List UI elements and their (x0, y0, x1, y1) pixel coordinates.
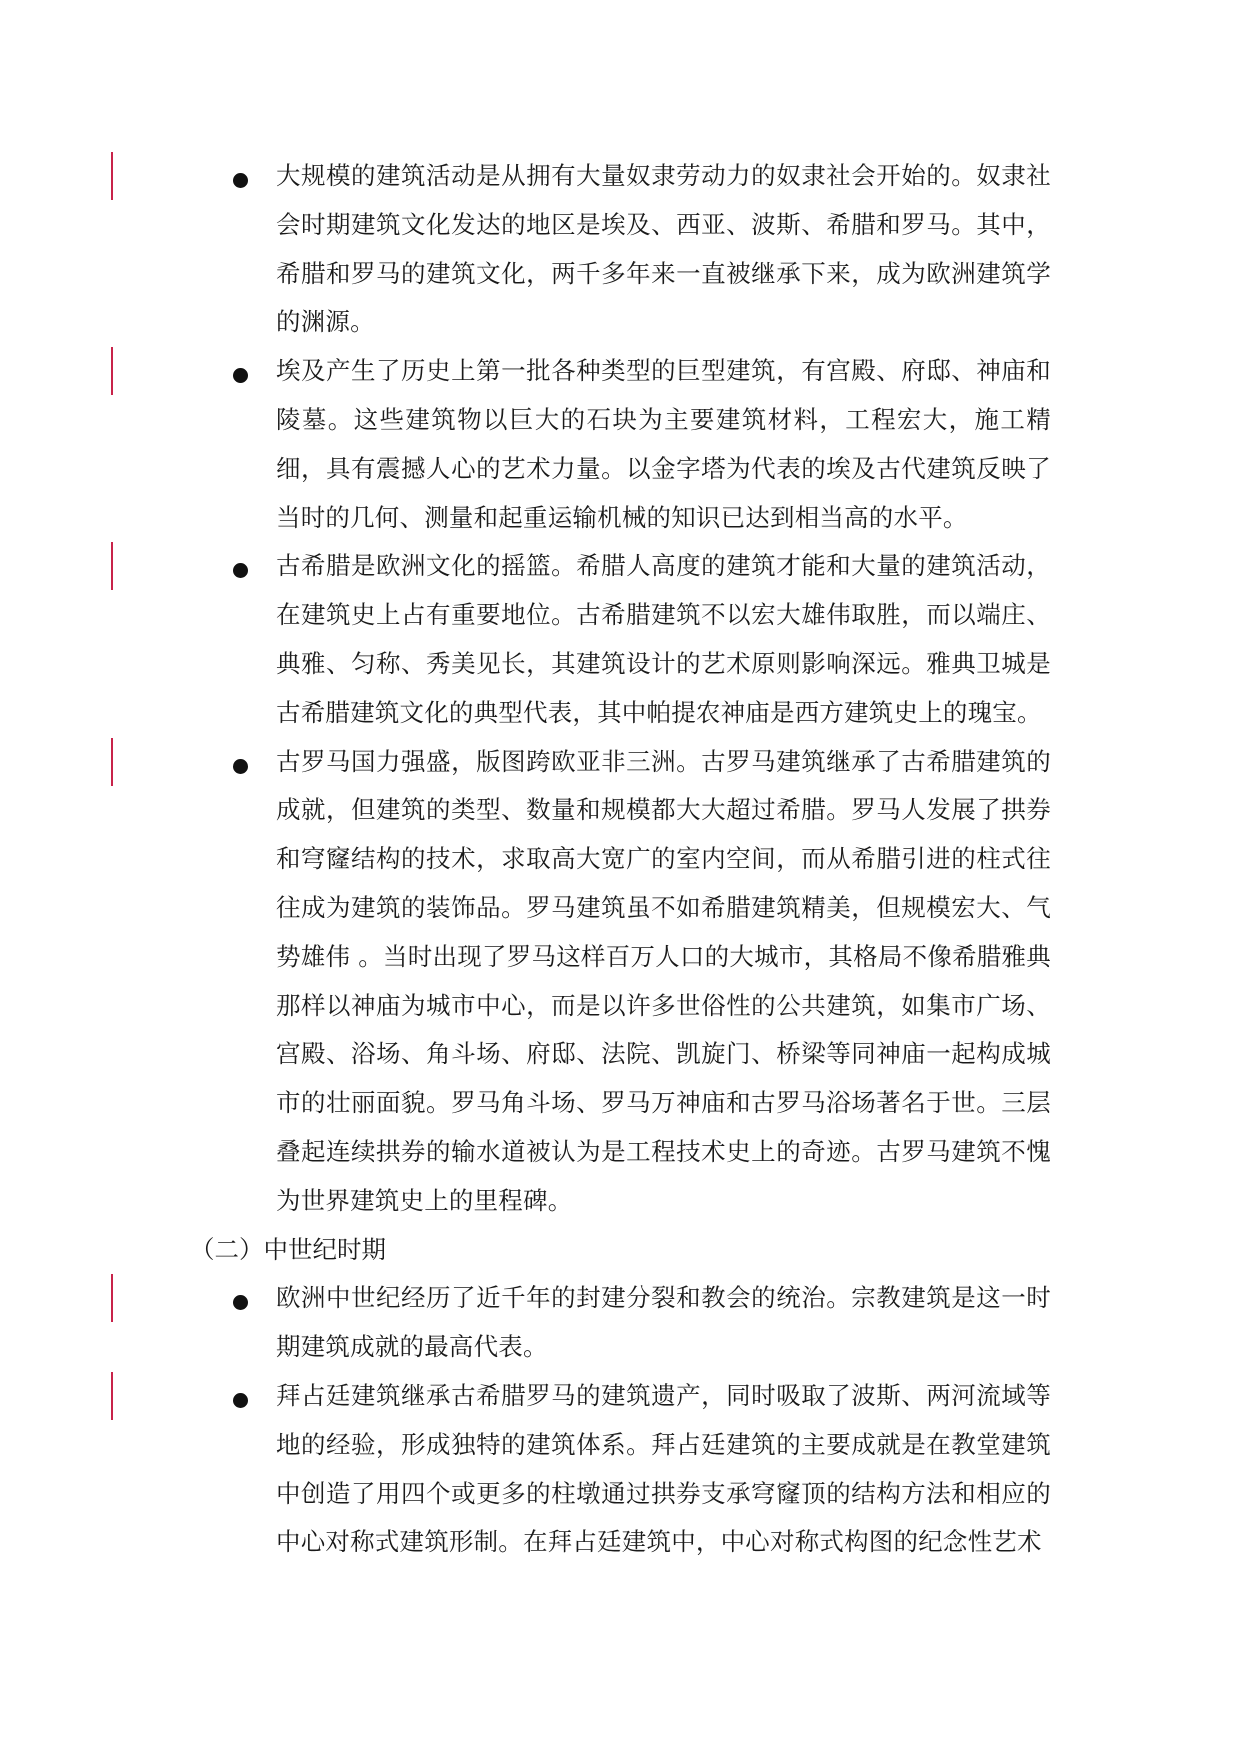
list-item-text: 大规模的建筑活动是从拥有大量奴隶劳动力的奴隶社会开始的。奴隶社会时期建筑文化发达的地区是埃及、西亚、波斯、希腊和罗马。其中，希腊和罗马的建筑文化，两千多年来一直被继承下来，成为欧洲建筑学的渊源。 (276, 161, 1051, 337)
bullet-icon (233, 759, 248, 774)
revision-bar (111, 152, 113, 200)
revision-bar (111, 1274, 113, 1322)
list-item-byzantine (276, 1372, 1051, 1567)
section-heading-middle-ages: （二）中世纪时期 (190, 1234, 386, 1264)
revision-bar (111, 347, 113, 395)
bullet-icon (233, 1393, 248, 1408)
list-item-egypt (276, 347, 1051, 542)
revision-bar (111, 1372, 113, 1420)
revision-bar (111, 542, 113, 590)
bullet-icon (233, 368, 248, 383)
list-item-text: 埃及产生了历史上第一批各种类型的巨型建筑，有宫殿、府邸、神庙和陵墓。这些建筑物以巨大的石块为主要建筑材料，工程宏大，施工精细，具有震撼人心的艺术力量。以金字塔为代表的埃及古代建筑反映了当时的几何、测量和起重运输机械的知识已达到相当高的水平。 (276, 356, 1051, 532)
list-item-rome (276, 738, 1051, 1226)
list-item-greece (276, 542, 1051, 737)
list-item-text: 拜占廷建筑继承古希腊罗马的建筑遗产，同时吸取了波斯、两河流域等地的经验，形成独特的建筑体系。拜占廷建筑的主要成就是在教堂建筑中创造了用四个或更多的柱墩通过拱券支承穹窿顶的结构方法和相应的中心对称式建筑形制。在拜占廷建筑中，中心对称式构图的纪念性艺术 (276, 1380, 1051, 1557)
list-item-text: 欧洲中世纪经历了近千年的封建分裂和教会的统治。宗教建筑是这一时期建筑成就的最高代表。 (276, 1283, 1051, 1362)
document-body (0, 152, 1241, 1567)
revision-bar (111, 738, 113, 786)
bullet-icon (233, 563, 248, 578)
bullet-icon (233, 1295, 248, 1310)
list-item-slave-society (276, 152, 1051, 347)
list-item-text: 古希腊是欧洲文化的摇篮。希腊人高度的建筑才能和大量的建筑活动，在建筑史上占有重要地位。古希腊建筑不以宏大雄伟取胜，而以端庄、典雅、匀称、秀美见长，其建筑设计的艺术原则影响深远。雅典卫城是古希腊建筑文化的典型代表，其中帕提农神庙是西方建筑史上的瑰宝。 (276, 551, 1051, 727)
list-item-text: 古罗马国力强盛，版图跨欧亚非三洲。古罗马建筑继承了古希腊建筑的成就，但建筑的类型、数量和规模都大大超过希腊。罗马人发展了拱券和穹窿结构的技术，求取高大宽广的室内空间，而从希腊引进的柱式往往成为建筑的装饰品。罗马建筑虽不如希腊建筑精美，但规模宏大、气势雄伟 。当时出现了罗马这样百万人口的大城市，其格局不像希腊雅典那样以神庙为城市中心，而是以许多世俗性的公共建筑，如集市广场、宫殿、浴场、角斗场、府邸、法院、凯旋门、桥梁等同神庙一起构成城市的壮丽面貌。罗马角斗场、罗马万神庙和古罗马浴场著名于世。三层叠起连续拱券的输水道被认为是工程技术史上的奇迹。古罗马建筑不愧为世界建筑史上的里程碑。 (276, 746, 1051, 1215)
list-item-medieval (276, 1274, 1051, 1372)
bullet-icon (233, 173, 248, 188)
